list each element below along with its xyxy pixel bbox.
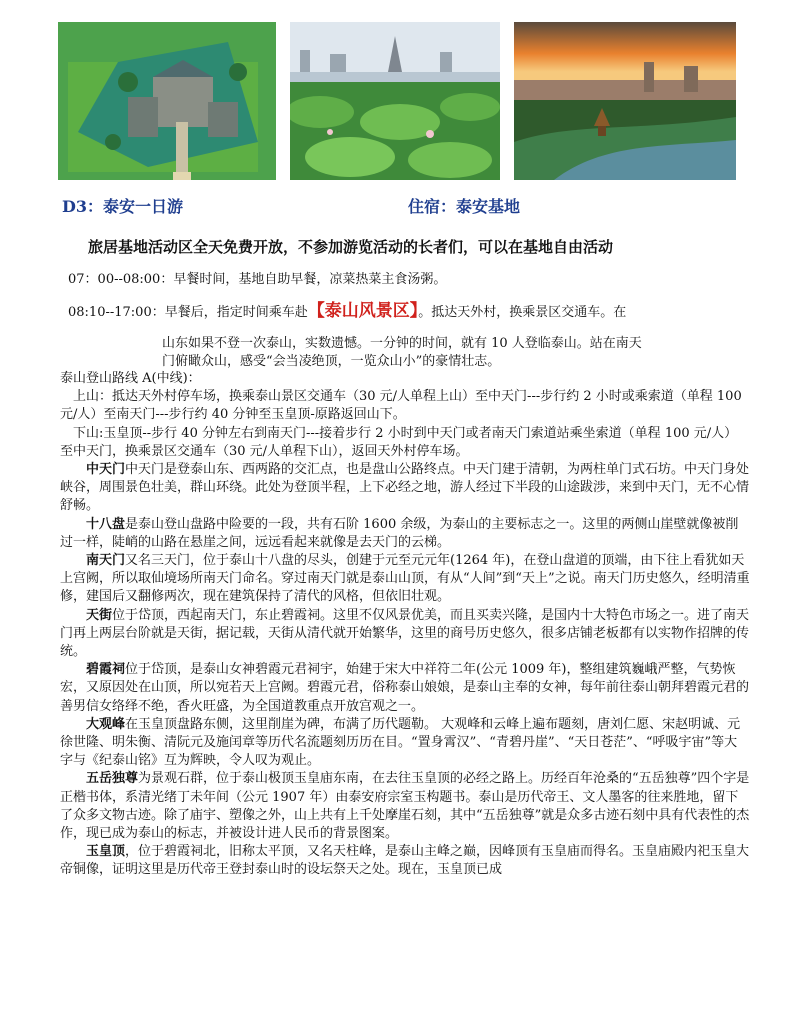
sight-shibapan: 十八盘是泰山登山盘路中险要的一段，共有石阶 1600 余级，为泰山的主要标志之一。这里的两侧山崖壁就像被削过一样，陡峭的山路在悬崖之间，远远看起来就像是去天门的云梯。 (60, 516, 739, 550)
photo-sunset-city (514, 22, 736, 180)
route-title: 泰山登山路线 A(中线)： (60, 371, 201, 386)
sight-nantianmen: 南天门又名三天门，位于泰山十八盘的尽头，创建于元至元元年(1264 年)，在登山盘道的顶端，由下往上看犹如天上宫阙，所以取仙境场所南天门命名。穿过南天门就是泰山山顶，有从“人间”到“天上”之说。南天门历史悠久，经明清重修，建国后又翻修两次，现在建筑保持了清代的风格，但依旧壮观。 (60, 553, 750, 605)
photo-pavilion-aerial (58, 22, 276, 180)
sight-tianjie: 天街位于岱顶，西起南天门，东止碧霞祠。这里不仅风景优美，而且买卖兴隆，是国内十大特色市场之一。进了南天门再上两层台阶就是天街，据记载，天街从清代就开始繁华，这里的商号历史悠久，很多店铺老板都有以实物作招牌的传统。 (60, 607, 750, 660)
photo-lotus-lake (290, 22, 500, 180)
notice: 旅居基地活动区全天免费开放，不参加游览活动的长者们，可以在基地自由活动 (88, 238, 614, 256)
sight-yuhuangding: 玉皇顶，位于碧霞祠北，旧称太平顶，又名天柱峰，是泰山主峰之巅，因峰顶有玉皇庙而得名。玉皇庙殿内祀玉皇大帝铜像，证明这里是历代帝王登封泰山时的设坛祭天之处。现在，玉皇顶已成 (60, 844, 750, 878)
sight-zhongtianmen: 中天门中天门是登泰山东、西两路的交汇点，也是盘山公路终点。中天门建于清朝，为两柱单门式石坊。中天门身处峡谷，周围景色壮美，群山环绕。此处为登顶半程，上下必经之地，游人经过下半段的山途跋涉，来到中天门，无不心情舒畅。 (60, 462, 750, 514)
intro-line-1: 山东如果不登一次泰山，实数遗憾。一分钟的时间，就有 10 人登临泰山。站在南天 (162, 336, 642, 351)
itinerary-body (60, 370, 750, 880)
sight-bixiaci: 碧霞祠位于岱顶，是泰山女神碧霞元君祠宇，始建于宋大中祥符二年(公元 1009 年)，整组建筑巍峨严整，气势恢宏，又原因处在山顶，所以宛若天上宫阙。碧霞元君，俗称泰山娘娘，是泰山主奉的女神，每年前往泰山朝拜碧霞元君的善男信女络绎不绝，香火旺盛，为全国道教重点开放宫观之一。 (60, 662, 750, 714)
sight-daguanfeng: 大观峰在玉皇顶盘路东侧，这里削崖为碑，布满了历代题勒。 大观峰和云峰上遍布题刻，唐刘仁愿、宋赵明诚、元徐世隆、明朱衡、清阮元及施闰章等历代名流题刻历历在目。“置身霄汉”、“青碧丹崖”、“天日苍茫”、“呼吸宇宙”等大字与《纪泰山铭》互为辉映，令人叹为观止。 (60, 716, 741, 769)
breakfast-line: 07：00--08:00：早餐时间，基地自助早餐，凉菜热菜主食汤粥。 (68, 272, 447, 287)
depart-highlight: 【泰山风景区】 (307, 301, 419, 321)
photo-strip (58, 22, 738, 182)
depart-pre: 08:10--17:00：早餐后，指定时间乘车赴 (68, 305, 308, 320)
day-header (62, 194, 742, 218)
intro-line-2: 门俯瞰众山，感受“会当凌绝顶，一览众山小”的豪情壮志。 (162, 354, 501, 369)
stay-label: 住宿：泰安基地 (408, 197, 521, 216)
route-down: 下山:玉皇顶--步行 40 分钟左右到南天门---接着步行 2 小时到中天门或者南天门索道站乘坐索道（单程 100 元/人）至中天门，换乘景区交通车（30 元/人单程下山），返回天外村停车场。 (60, 425, 738, 459)
depart-post: 。抵达天外村，换乘景区交通车。在 (418, 305, 627, 320)
sight-wuyueduzun: 五岳独尊为景观石群，位于泰山极顶玉皇庙东南，在去往玉皇顶的必经之路上。历经百年沧桑的“五岳独尊”四个字是正楷书体，系清光绪丁未年间（公元 1907 年）由泰安府宗室玉构题书。泰山是历代帝王、文人墨客的往来胜地，留下了众多文物古迹。除了庙宇、塑像之外，山上共有上千处摩崖石刻，其中“五岳独尊”就是众多古迹石刻中具有代表性的杰作，现已成为泰山的标志，并被设计进人民币的背景图案。 (60, 771, 750, 842)
day-label: D3：泰安一日游 (62, 197, 184, 216)
depart-line (68, 296, 626, 321)
route-up: 上山：抵达天外村停车场，换乘泰山景区交通车（30 元/人单程上山）至中天门---步行约 2 小时或乘索道（单程 100 元/人）至南天门---步行约 40 分钟至玉皇顶-原路返回山下。 (60, 389, 742, 423)
